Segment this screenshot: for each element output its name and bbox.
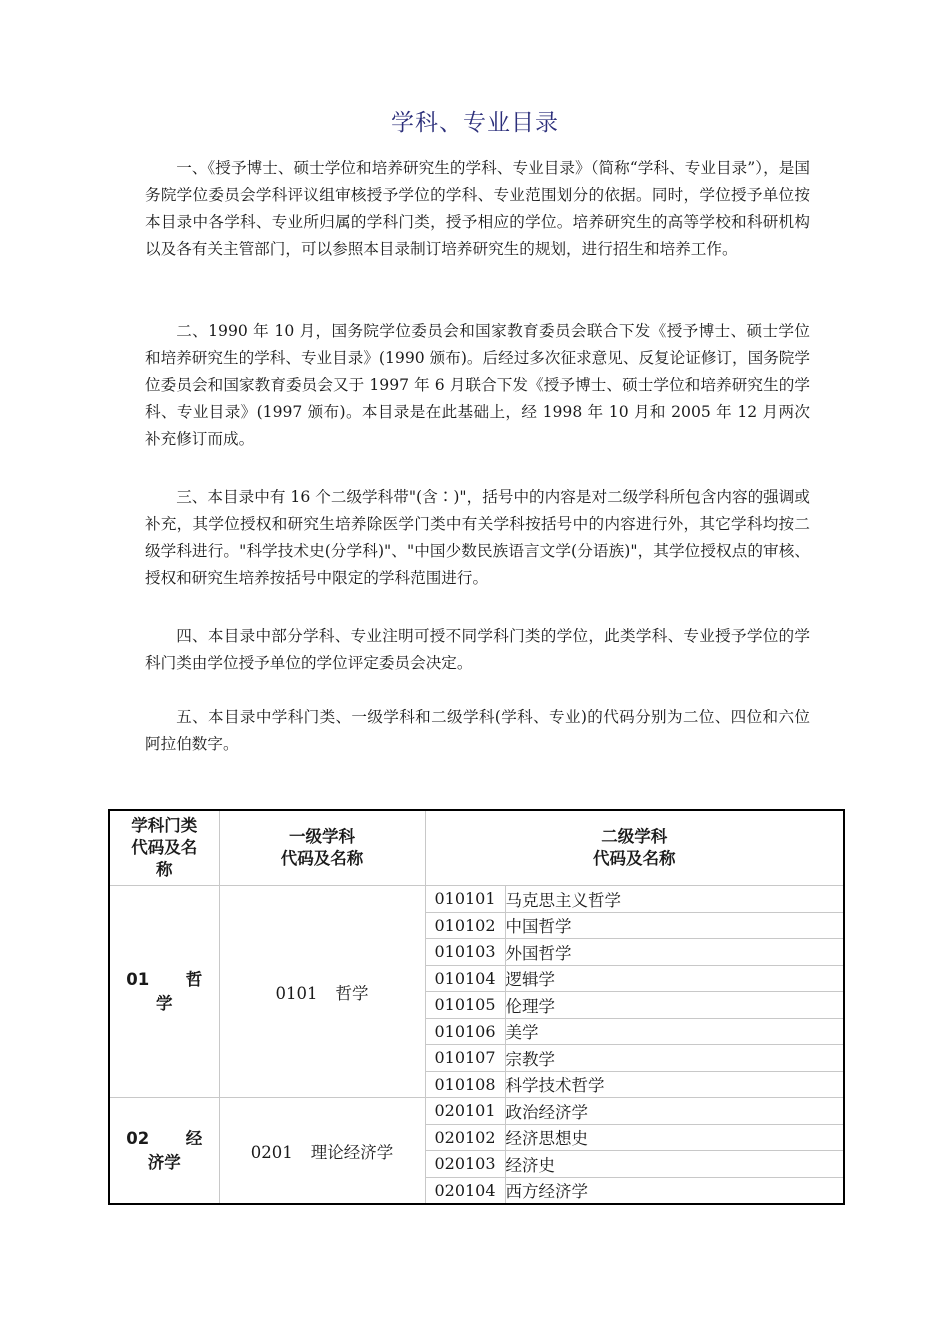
subject-name: 宗教学 <box>505 1045 844 1072</box>
subject-code: 010102 <box>425 912 505 939</box>
subject-code: 010105 <box>425 992 505 1019</box>
paragraph-1: 一、《授予博士、硕士学位和培养研究生的学科、专业目录》（简称“学科、专业目录”），是国务院学位委员会学科评议组审核授予学位的学科、专业范围划分的依据。同时，学位授予单位按本目录中各学科、专业所归属的学科门类，授予相应的学位。培养研究生的高等学校和科研机构以及各有关主管部门，可以参照本目录制订培养研究生的规划，进行招生和培养工作。 <box>145 159 810 258</box>
subject-name: 西方经济学 <box>505 1177 844 1204</box>
discipline-catalog-table <box>108 809 845 1205</box>
subject-code: 010103 <box>425 939 505 966</box>
level1-cell: 0101 哲学 <box>219 886 425 1098</box>
subject-name: 经济史 <box>505 1151 844 1178</box>
paragraph-2: 二、1990 年 10 月，国务院学位委员会和国家教育委员会联合下发《授予博士、硕士学位和培养研究生的学科、专业目录》(1990 颁布)。后经过多次征求意见、反复论证修订，国务院学位委员会和国家教育委员会又于 1997 年 6 月联合下发《授予博士、硕士学位和培养研究生的学科、专业目录》(1997 颁布)。本目录是在此基础上，经 1998 年 10 月和 2005 年 12 月两次补充修订而成。 <box>145 322 810 448</box>
subject-name: 经济思想史 <box>505 1124 844 1151</box>
table-header-row <box>109 810 844 886</box>
subject-name: 逻辑学 <box>505 965 844 992</box>
subject-code: 020102 <box>425 1124 505 1151</box>
header-category: 学科门类 代码及名 称 <box>109 810 219 886</box>
subject-name: 科学技术哲学 <box>505 1071 844 1098</box>
subject-name: 政治经济学 <box>505 1098 844 1125</box>
header-level2: 二级学科 代码及名称 <box>425 810 844 886</box>
header-level1: 一级学科 代码及名称 <box>219 810 425 886</box>
subject-code: 010106 <box>425 1018 505 1045</box>
subject-name: 伦理学 <box>505 992 844 1019</box>
subject-code: 010108 <box>425 1071 505 1098</box>
subject-name: 外国哲学 <box>505 939 844 966</box>
paragraph-4: 四、本目录中部分学科、专业注明可授不同学科门类的学位，此类学科、专业授予学位的学科门类由学位授予单位的学位评定委员会决定。 <box>145 627 810 672</box>
subject-code: 010101 <box>425 886 505 913</box>
paragraph-5: 五、本目录中学科门类、一级学科和二级学科(学科、专业)的代码分别为二位、四位和六位阿拉伯数字。 <box>145 708 810 753</box>
subject-code: 020104 <box>425 1177 505 1204</box>
page-title: 学科、专业目录 <box>391 110 559 136</box>
subject-name: 马克思主义哲学 <box>505 886 844 913</box>
subject-name: 美学 <box>505 1018 844 1045</box>
level1-cell: 0201 理论经济学 <box>219 1098 425 1205</box>
subject-code: 010107 <box>425 1045 505 1072</box>
subject-code: 020101 <box>425 1098 505 1125</box>
category-cell: 01 哲 学 <box>109 886 219 1098</box>
subject-code: 010104 <box>425 965 505 992</box>
table-row <box>109 886 844 913</box>
table-row <box>109 1098 844 1125</box>
paragraph-3: 三、本目录中有 16 个二级学科带"(含∶)"，括号中的内容是对二级学科所包含内容的强调或补充，其学位授权和研究生培养除医学门类中有关学科按括号中的内容进行外，其它学科均按二级学科进行。"科学技术史(分学科)"、"中国少数民族语言文学(分语族)"，其学位授权点的审核、授权和研究生培养按括号中限定的学科范围进行。 <box>145 488 810 587</box>
subject-name: 中国哲学 <box>505 912 844 939</box>
category-cell: 02 经 济学 <box>109 1098 219 1205</box>
subject-code: 020103 <box>425 1151 505 1178</box>
